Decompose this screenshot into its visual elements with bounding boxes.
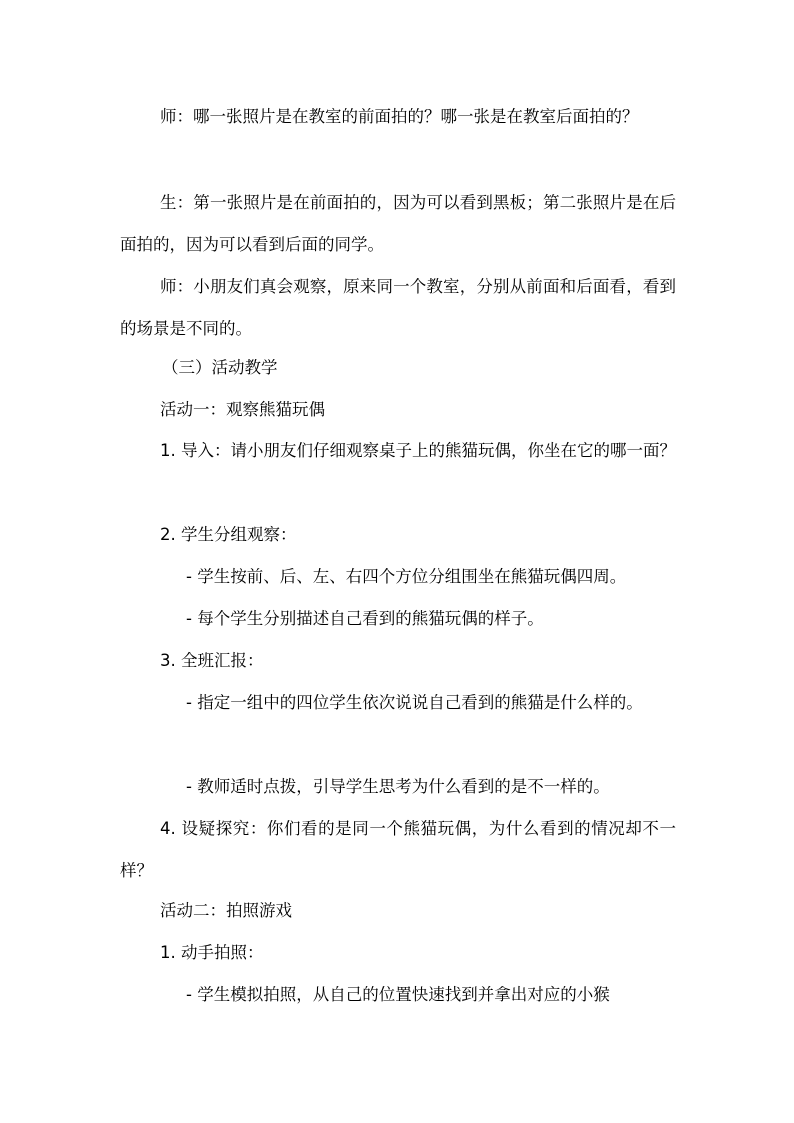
activity-one-step-2-bullet-2: - 每个学生分别描述自己看到的熊猫玩偶的样子。 <box>186 609 544 628</box>
dialogue-teacher-question: 师：哪一张照片是在教室的前面拍的？哪一张是在教室后面拍的？ <box>160 107 639 126</box>
activity-one-step-1: 1. 导入：请小朋友们仔细观察桌子上的熊猫玩偶，你坐在它的哪一面？ <box>160 441 676 460</box>
activity-two-title: 活动二：拍照游戏 <box>160 901 292 920</box>
dialogue-teacher-summary: 师：小朋友们真会观察，原来同一个教室，分别从前面和后面看，看到的场景是不同的。 <box>120 277 676 338</box>
dialogue-student-answer: 生：第一张照片是在前面拍的，因为可以看到黑板；第二张照片是在后面拍的，因为可以看到后面的同学。 <box>120 193 676 254</box>
activity-one-step-2-bullet-1: - 学生按前、后、左、右四个方位分组围坐在熊猫玩偶四周。 <box>186 567 627 586</box>
activity-two-step-1: 1. 动手拍照： <box>160 943 264 962</box>
activity-one-step-2: 2. 学生分组观察： <box>160 525 297 544</box>
activity-one-title: 活动一：观察熊猫玩偶 <box>160 400 325 419</box>
activity-two-step-1-bullet-1: - 学生模拟拍照，从自己的位置快速找到并拿出对应的小猴 <box>186 985 610 1004</box>
activity-one-step-3: 3. 全班汇报： <box>160 651 264 670</box>
section-heading: （三）活动教学 <box>162 358 278 377</box>
activity-one-step-4: 4. 设疑探究：你们看的是同一个熊猫玩偶，为什么看到的情况却不一样？ <box>120 819 676 880</box>
activity-one-step-3-bullet-2: - 教师适时点拨，引导学生思考为什么看到的是不一样的。 <box>186 777 610 796</box>
activity-one-step-3-bullet-1: - 指定一组中的四位学生依次说说自己看到的熊猫是什么样的。 <box>186 693 643 712</box>
